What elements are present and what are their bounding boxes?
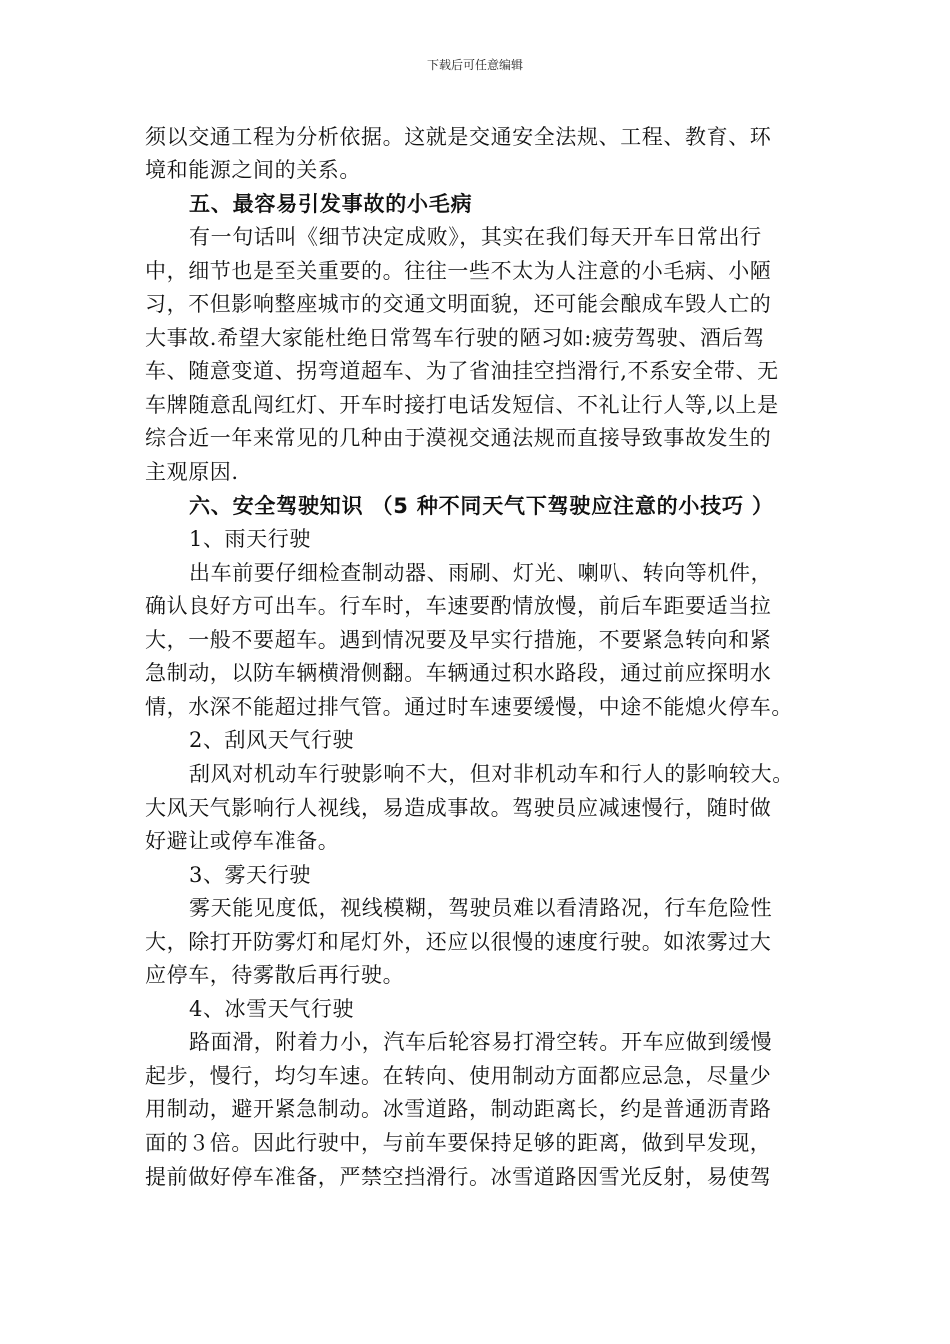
paragraph-line: 急制动，以防车辆横滑侧翻。车辆通过积水路段，通过前应探明水	[145, 661, 772, 685]
paragraph-line: 中，细节也是至关重要的。往往一些不太为人注意的小毛病、小陋	[145, 259, 772, 283]
paragraph-line: 好避让或停车准备。	[145, 829, 340, 853]
paragraph-line: 大，一般不要超车。遇到情况要及早实行措施，不要紧急转向和紧	[145, 628, 772, 652]
paragraph-line: 主观原因.	[145, 460, 239, 484]
paragraph-line: 提前做好停车准备，严禁空挡滑行。冰雪道路因雪光反射，易使驾	[145, 1165, 772, 1189]
paragraph-line: 起步，慢行，均匀车速。在转向、使用制动方面都应忌急，尽量少	[145, 1064, 772, 1088]
paragraph-line: 雾天能见度低，视线模糊，驾驶员难以看清路况，行车危险性	[189, 896, 773, 920]
paragraph-line: 习，不但影响整座城市的交通文明面貌，还可能会酿成车毁人亡的	[145, 292, 772, 316]
paragraph-line: 须以交通工程为分析依据。这就是交通安全法规、工程、教育、环	[145, 125, 772, 149]
section-heading: 六、安全驾驶知识 （5 种不同天气下驾驶应注意的小技巧 ）	[189, 494, 774, 518]
paragraph-line: 综合近一年来常见的几种由于漠视交通法规而直接导致事故发生的	[145, 426, 772, 450]
paragraph-line: 车牌随意乱闯红灯、开车时接打电话发短信、不礼让行人等,以上是	[145, 393, 779, 417]
paragraph-line: 大，除打开防雾灯和尾灯外，还应以很慢的速度行驶。如浓雾过大	[145, 930, 772, 954]
paragraph-line: 用制动，避开紧急制动。冰雪道路，制动距离长，约是普通沥青路	[145, 1097, 772, 1121]
paragraph-line: 刮风对机动车行驶影响不大，但对非机动车和行人的影响较大。	[189, 762, 794, 786]
paragraph-line: 车、随意变道、拐弯道超车、为了省油挂空挡滑行,不系安全带、无	[145, 359, 779, 383]
paragraph-line: 路面滑，附着力小，汽车后轮容易打滑空转。开车应做到缓慢	[189, 1030, 773, 1054]
paragraph-line: 应停车，待雾散后再行驶。	[145, 963, 405, 987]
paragraph-line: 有一句话叫《细节决定成败》，其实在我们每天开车日常出行	[189, 225, 762, 249]
subheading: 1、雨天行驶	[189, 527, 311, 551]
paragraph-line: 确认良好方可出车。行车时，车速要酌情放慢，前后车距要适当拉	[145, 594, 772, 618]
subheading: 3、雾天行驶	[189, 863, 311, 887]
subheading: 4、冰雪天气行驶	[189, 997, 355, 1021]
paragraph-line: 大风天气影响行人视线，易造成事故。驾驶员应减速慢行，随时做	[145, 796, 772, 820]
page-header: 下载后可任意编辑	[426, 58, 523, 72]
section-heading: 五、最容易引发事故的小毛病	[189, 192, 473, 216]
paragraph-line: 大事故.希望大家能杜绝日常驾车行驶的陋习如:疲劳驾驶、酒后驾	[145, 326, 765, 350]
paragraph-line: 出车前要仔细检查制动器、雨刷、灯光、喇叭、转向等机件，	[189, 561, 773, 585]
subheading: 2、刮风天气行驶	[189, 728, 355, 752]
paragraph-line: 情，水深不能超过排气管。通过时车速要缓慢，中途不能熄火停车。	[145, 695, 793, 719]
paragraph-line: 境和能源之间的关系。	[145, 158, 361, 182]
paragraph-line: 面的３倍。因此行驶中，与前车要保持足够的距离，做到早发现，	[145, 1131, 772, 1155]
